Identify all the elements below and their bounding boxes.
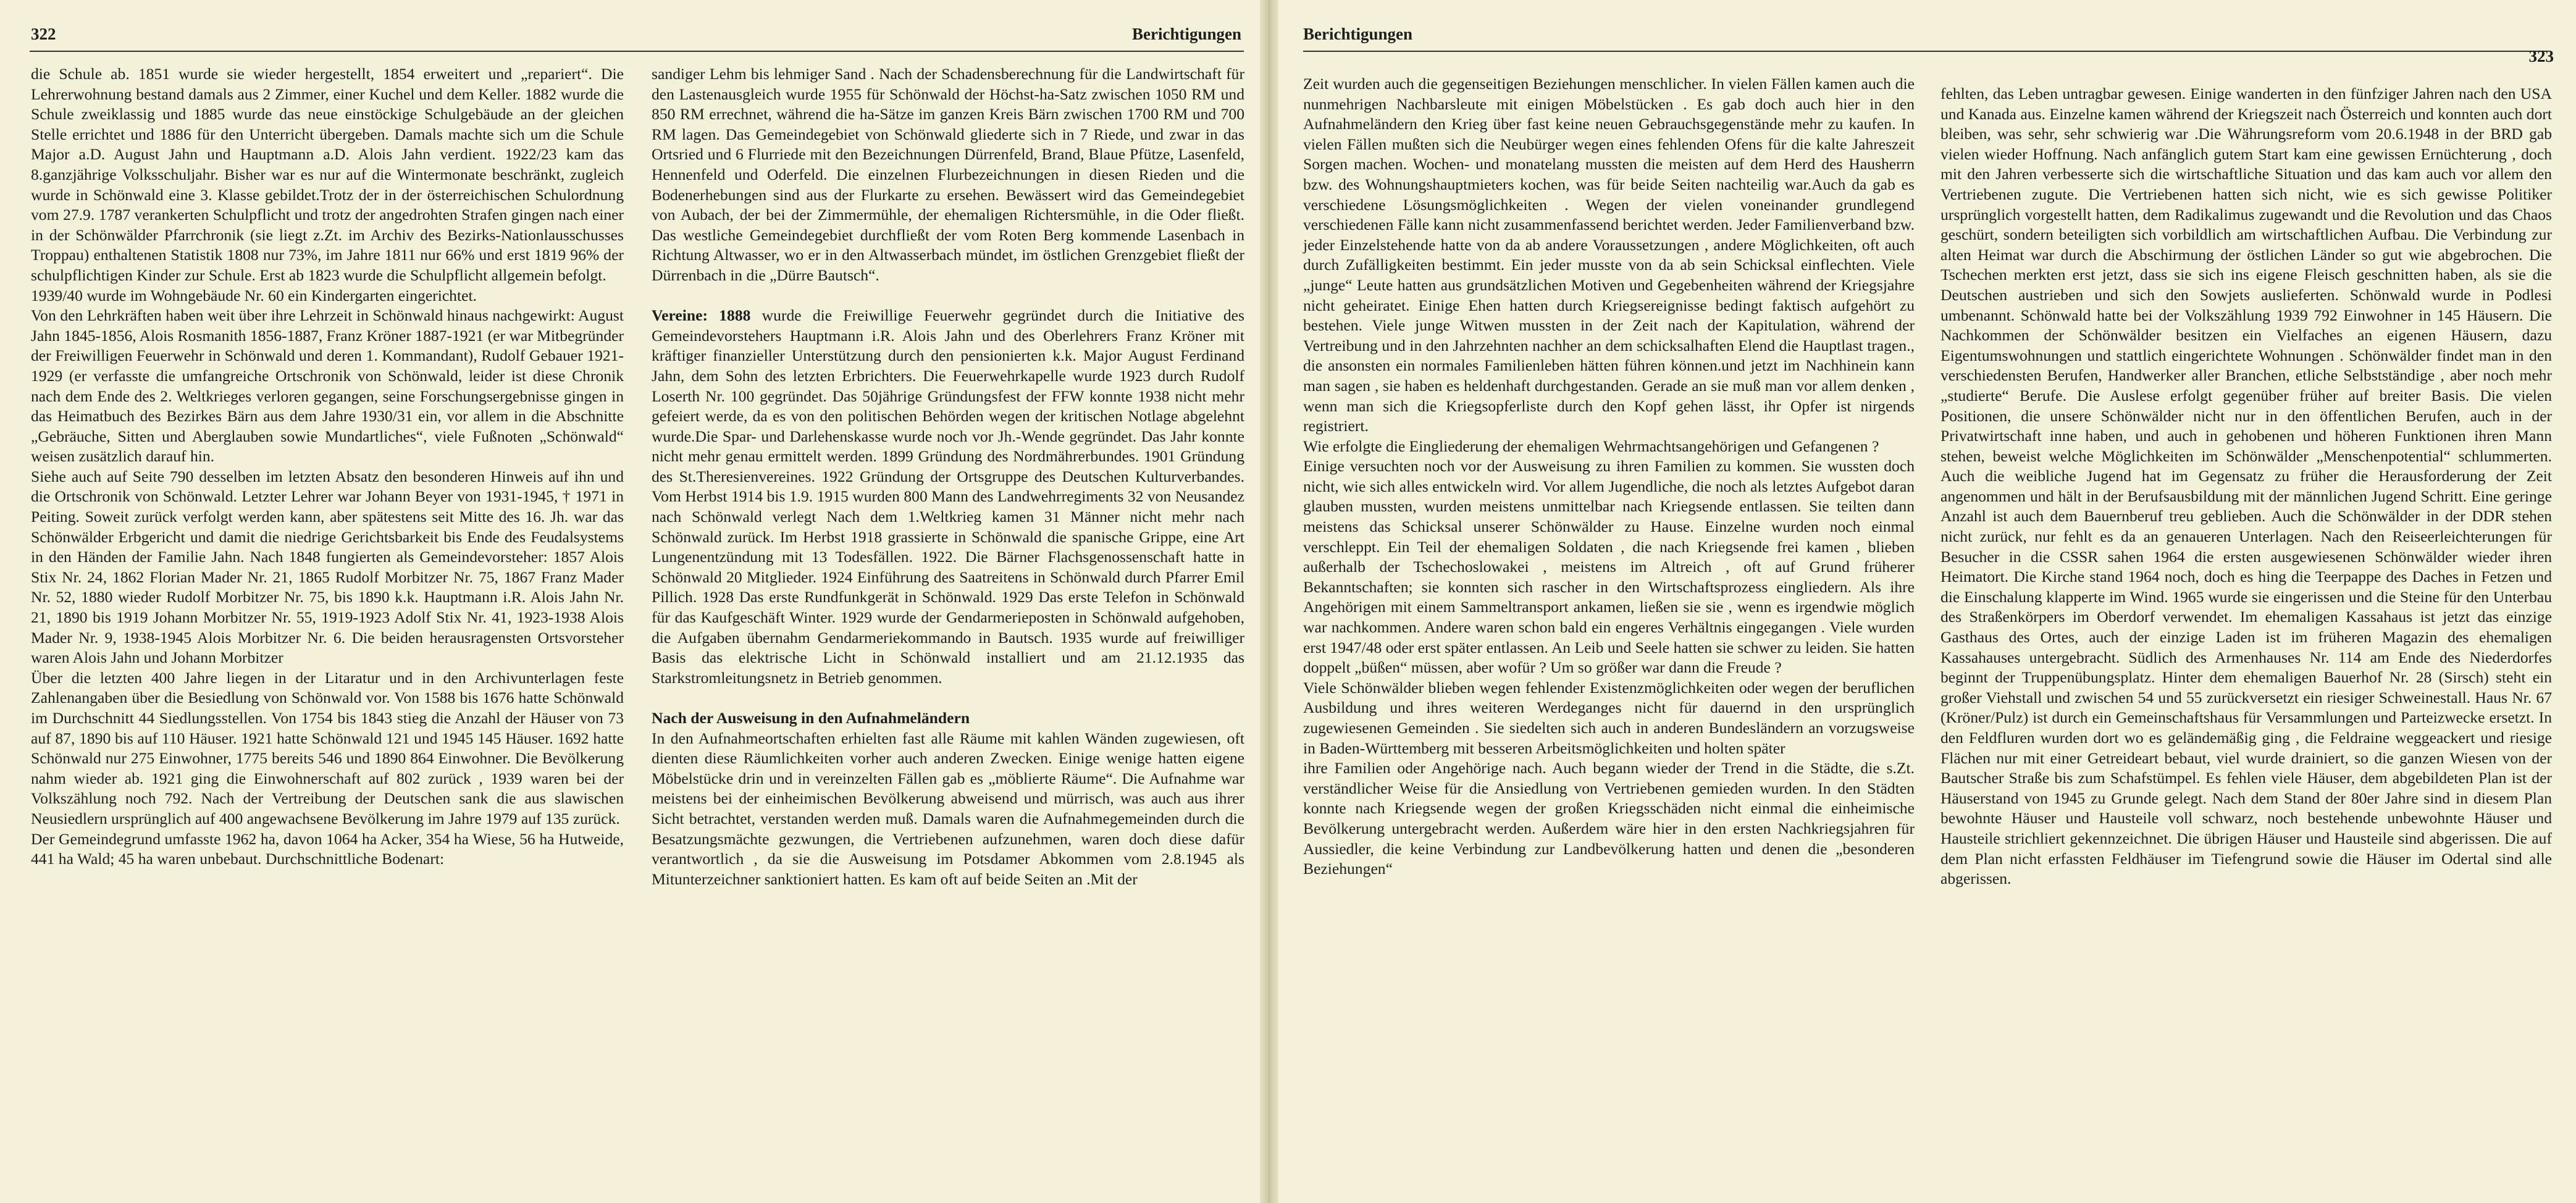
paragraph: Von den Lehrkräften haben weit über ihre Lehrzeit in Schönwald hinaus nachgewirkt: August Jahn 1845-1856, Alois Rosmanith 1856-1887, Franz Kröner 1887-1921 (er war Mitbegründer der Freiwilligen Feuerwehr in Schönwald und deren 1. Kommandant), Rudolf Gebauer 1921-1929 (er verfasste die umfangreiche Ortschronik von Schönwald, leider ist diese Chronik nach dem Ende des 2. Weltkrieges verloren gegangen, seine Forschungsergebnisse gingen in das Heimatbuch des Bezirkes Bärn aus dem Jahre 1930/31 ein, vor allem in die Abschnitte „Gebräuche, Sitten und Aberglauben sowie Mundartliches“, viele Fußnoten „Schönwald“ weisen zusätzlich darauf hin.: [31, 306, 624, 466]
spacer: [652, 688, 1244, 708]
spacer: [652, 286, 1244, 306]
book-gutter: [1260, 0, 1278, 1203]
paragraph: [652, 306, 1244, 688]
header-rule: [1303, 51, 2548, 52]
paragraph: Wie erfolgte die Eingliederung der ehemaligen Wehrmachtsangehörigen und Gefangenen ?: [1303, 437, 1879, 455]
right-page: [1278, 0, 2576, 1203]
paragraph: Viele Schönwälder blieben wegen fehlender Existenzmöglichkeiten oder wegen der beruflichen Ausbildung und ihres weiteren Werdeganges nicht für dauernd in den ursprünglich zugewiesenen Gemeinden . Sie siedelten sich auch in anderen Bundesländern an vorzugsweise in Baden-Württemberg mit besseren Arbeitsmöglichkeiten und holten später: [1303, 678, 1915, 757]
running-head: Berichtigungen: [1303, 25, 1413, 43]
paragraph: 1939/40 wurde im Wohngebäude Nr. 60 ein Kindergarten eingerichtet.: [31, 286, 477, 304]
paragraph: Einige versuchten noch vor der Ausweisung zu ihren Familien zu kommen. Sie wussten doch nicht, wie sich alles entwickeln wird. Vor allem Jugendliche, die noch als letztes Aufgebot daran glauben mussten, wurden meistens unmittelbar nach Kriegsende entlassen. Sie teilten dann meistens das Schicksal unserer Schönwälder zu Hause. Einzelne wurden noch einmal verschleppt. Ein Teil der ehemaligen Soldaten , die nach Kriegsende frei kamen , blieben außerhalb der Tschechoslowakei , meistens im Altreich , oft auf Grund früherer Bekanntschaften; sie konnten sich rascher in den Wirtschaftsprozess eingliedern. Als ihre Angehörigen mit einem Sammeltransport ankamen, ließen sie sie , wenn es irgendwie möglich war nachkommen. Andere waren schon bald ein engeres Verhältnis eingegangen . Viele wurden erst 1947/48 oder erst später entlassen. An Leib und Seele hatten sie schwer zu leiden. Sie hatten doppelt „büßen“ müssen, aber wofür ? Um so größer war dann die Freude ?: [1303, 457, 1915, 677]
page-number: 322: [31, 25, 56, 43]
left-column-1: [31, 64, 624, 870]
paragraph: Über die letzten 400 Jahre liegen in der Litaratur und in den Archivunterlagen feste Zahlenangaben über die Besiedlung von Schönwald vor. Von 1588 bis 1676 hatte Schönwald im Durchschnitt 44 Siedlungsstellen. Von 1754 bis 1843 stieg die Anzahl der Häuser von 73 auf 87, 1890 bis auf 110 Häuser. 1921 hatte Schönwald 121 und 1945 145 Häuser. 1692 hatte Schönwald nur 275 Einwohner, 1775 bereits 546 und 1890 864 Einwohner. Die Bevölkerung nahm wieder ab. 1921 ging die Einwohnerschaft auf 802 zurück , 1939 waren bei der Volkszählung noch 792. Nach der Vertreibung der Deutschen sank die aus slawischen Neusiedlern ursprünglich auf 400 angewachsene Bevölkerung im Jahre 1979 auf 135 zurück.: [31, 668, 624, 828]
paragraph: Zeit wurden auch die gegenseitigen Beziehungen menschlicher. In vielen Fällen kamen auch die nunmehrigen Nachbarsleute mit einigen Möbelstücken . Es gab doch auch hier in den Aufnahmeländern den Krieg über fast keine neuen Gebrauchsgegenstände mehr zu kaufen. In vielen Fällen mußten sich die Neubürger wegen eines fehlenden Ofens für die kalte Jahreszeit Sorgen machen. Wochen- und monatelang mussten die meisten auf dem Herd des Hausherrn bzw. des Wohnungshauptmieters kochen, was für beide Seiten nachteilig war.Auch da gab es verschiedene Lösungsmöglichkeiten . Wegen der vielen voneinander grundlegend verschiedenen Fälle kann nicht zusammenfassend berichtet werden. Jeder Familienverband bzw. jeder Einzelstehende hatte von da ab andere Voraussetzungen , andere Möglichkeiten, oft auch durch Zufälligkeiten bestimmt. Ein jeder musste von da ab sein Schicksal einflechten. Viele „junge“ Leute hatten aus grundsätzlichen Motiven und Gegebenheiten während der Kriegsjahre nicht geheiratet. Einige Ehen hatten durch Kriegsereignisse bedingt faktisch aufgehört zu bestehen. Viele junge Witwen mussten in der Zeit nach der Kapitulation, während der Vertreibung und in den Jahrzehnten nachher an dem schicksalhaften Elend die Hauptlast tragen., die ansonsten ein normales Familienleben hätten führen können.und jetzt im Nachhinein kann man sagen , sie haben es heldenhaft durchgestanden. Gerade an sie muß man vor allem denken , wenn man sich die Kriegsopferliste durch den Kopf gehen lässt, ihr Opfer ist nirgends registriert.: [1303, 75, 1915, 435]
paragraph: ihre Familien oder Angehörige nach. Auch begann wieder der Trend in die Städte, die s.Zt. verständlicher Weise für die Ansiedlung von Vertriebenen gemieden wurden. In den Städten konnte nach Kriegsende wegen der großen Kriegsschäden nicht einmal die einheimische Bevölkerung untergebracht werden. Außerdem wäre hier in den ersten Nachkriegsjahren für Aussiedler, die keine Verbindung zur Landbevölkerung hatten und denen die „besonderen Beziehungen“: [1303, 759, 1915, 878]
section-heading: Nach der Ausweisung in den Aufnahmeländern: [652, 709, 970, 727]
paragraph: Siehe auch auf Seite 790 desselben im letzten Absatz den besonderen Hinweis auf ihn und die Ortschronik von Schönwald. Letzter Lehrer war Johann Beyer von 1931-1945, † 1971 in Peiting. Soweit zurück verfolgt werden kann, aber spätestens seit Mitte des 16. Jh. war das Schönwälder Erbgericht und damit die niedrige Gerichtsbarkeit bis Ende des Feudalsystems in den Händen der Familie Jahn. Nach 1848 fungierten als Gemeindevorsteher: 1857 Alois Stix Nr. 24, 1862 Florian Mader Nr. 21, 1865 Rudolf Morbitzer Nr. 75, 1867 Franz Mader Nr. 52, 1880 wieder Rudolf Morbitzer Nr. 75, bis 1890 k.k. Hauptmann i.R. Alois Jahn Nr. 21, 1890 bis 1919 Johann Morbitzer Nr. 55, 1919-1923 Adolf Stix Nr. 41, 1923-1938 Alois Mader Nr. 9, 1938-1945 Alois Morbitzer Nr. 6. Die beiden herausragensten Ortsvorsteher waren Alois Jahn und Johann Morbitzer: [31, 467, 624, 667]
left-column-2: [652, 64, 1244, 889]
paragraph: In den Aufnahmeortschaften erhielten fast alle Räume mit kahlen Wänden zugewiesen, oft dienten diese Räumlichkeiten vorher auch anderen Zwecken. Einige wenige hatten eigene Möbelstücke drin und in vereinzelten Fällen gab es „möblierte Räume“. Die Aufnahme war meistens bei der einheimischen Bevölkerung abweisend und mürrisch, was auch aus ihrer Sicht betrachtet, verstanden werden muß. Damals waren die Aufnahmegemeinden durch die Besatzungsmächte gezwungen, die Vertriebenen aufzunehmen, waren doch diese dafür verantwortlich , da sie die Ausweisung im Potsdamer Abkommen vom 2.8.1945 als Mitunterzeichner sanktioniert hatten. Es kam oft auf beide Seiten an .Mit der: [652, 729, 1244, 888]
vereine-text: wurde die Freiwillige Feuerwehr gegründet durch die Initiative des Gemeindevorstehers Hauptmann i.R. Alois Jahn und des Oberlehrers Franz Kröner mit kräftiger finanzieller Unterstützung durch den pensionierten k.k. Major August Ferdinand Jahn, dem Sohn des letzten Erbrichters. Die Feuerwehrkapelle wurde 1923 durch Rudolf Loserth Nr. 100 gegründet. Das 50jährige Gründungsfest der FFW konnte 1938 nicht mehr gefeiert werde, da es von den politischen Behörden wegen der kritischen Notlage abgelehnt wurde.Die Spar- und Darlehenskasse wurde noch vor Jh.-Wende gegründet. Das Jahr konnte nicht mehr genau ermittelt werden. 1899 Gründung des Nordmährerbundes. 1901 Gründung des St.Theresienvereines. 1922 Gründung der Ortsgruppe des Deutschen Kulturverbandes. Vom Herbst 1914 bis 1.9. 1915 wurden 800 Mann des Landwehrregiments 32 von Neusandez nach Schönwald verlegt Nach dem 1.Weltkrieg kamen 31 Männer nicht mehr nach Schönwald zurück. Im Herbst 1918 grassierte in Schönwald die spanische Grippe, eine Art Lungenentzündung mit 13 Todesfällen. 1922. Die Bärner Flachsgenossenschaft hatte in Schönwald 20 Mitglieder. 1924 Einführung des Saatreitens in Schönwald durch Pfarrer Emil Pillich. 1928 Das erste Rundfunkgerät in Schönwald. 1929 Das erste Telefon in Schönwald für das Kaufgeschäft Winter. 1929 wurde der Gendarmerieposten in Schönwald aufgehoben, die Aufgaben übernahm Gendarmeriekommando in Bautsch. 1935 wurde auf freiwilliger Basis das elektrische Licht in Schönwald installiert und am 21.12.1935 das Starkstromleitungsnetz in Betrieb genommen.: [652, 306, 1244, 687]
right-column-1: [1303, 74, 1915, 879]
header-rule: [30, 51, 1244, 52]
left-page: [0, 0, 1260, 1203]
paragraph: die Schule ab. 1851 wurde sie wieder hergestellt, 1854 erweitert und „repariert“. Die Lehrerwohnung bestand damals aus 2 Zimmer, einer Kuchel und dem Keller. 1882 wurde die Schule zweiklassig und 1885 wurde das neue einstöckige Schulgebäude an der gleichen Stelle errichtet und 1886 für den Unterricht übergeben. Damals machte sich um die Schule Major a.D. August Jahn und Hauptmann a.D. Alois Jahn verdient. 1922/23 kam das 8.ganzjährige Volksschuljahr. Bisher war es nur auf die Wintermonate beschränkt, zugleich wurde in Schönwald eine 3. Klasse gebildet.Trotz der in der österreichischen Schulordnung vom 27.9. 1787 verankerten Schulpflicht und trotz der angedrohten Strafen gingen nach einer in der Schönwälder Pfarrchronik (sie liegt z.Zt. im Archiv des Bezirks-Nationlausschusses Troppau) enthaltenen Statistik 1808 nur 73%, im Jahre 1811 nur 66% und erst 1819 96% der schulpflichtigen Kinder zur Schule. Erst ab 1823 wurde die Schulpflicht allgemein befolgt.: [31, 65, 624, 284]
running-head: Berichtigungen: [1131, 25, 1241, 43]
paragraph: Der Gemeindegrund umfasste 1962 ha, davon 1064 ha Acker, 354 ha Wiese, 56 ha Hutweide, 441 ha Wald; 45 ha waren unbebaut. Durchschnittliche Bodenart:: [31, 829, 624, 868]
page-number: 323: [2528, 47, 2554, 65]
right-column-2: [1940, 84, 2552, 889]
paragraph: sandiger Lehm bis lehmiger Sand . Nach der Schadensberechnung für die Landwirtschaft für den Lastenausgleich wurde 1955 für Schönwald der Höchst-ha-Satz zwischen 1050 RM und 850 RM errechnet, während die ha-Sätze im ganzen Kreis Bärn zwischen 1700 RM und 700 RM lagen. Das Gemeindegebiet von Schönwald gliederte sich in 7 Riede, und zwar in das Ortsried und 6 Flurriede mit den Bezeichnungen Dürrenfeld, Brand, Blaue Pfütze, Lasenfeld, Hennenfeld und Oderfeld. Die einzelnen Flurbezeichnungen in diesen Rieden und die Bodenerhebungen sind aus der Flurkarte zu ersehen. Bewässert wird das Gemeindegebiet von Aubach, der bei der Zimmermühle, der ehemaligen Richtersmühle, in die Oder fließt. Das westliche Gemeindegebiet durchfließt der vom Roten Berg kommende Lasenbach in Richtung Altwasser, wo er in den Altwasserbach mündet, im östlichen Grenzgebiet fließt der Dürrenbach in die „Dürre Bautsch“.: [652, 65, 1244, 284]
vereine-lead: Vereine: 1888: [652, 306, 751, 325]
paragraph: fehlten, das Leben untragbar gewesen. Einige wanderten in den fünfziger Jahren nach den USA und Kanada aus. Einzelne kamen während der Kriegszeit nach Österreich und konnten auch dort bleiben, was sehr, sehr schwierig war .Die Währungsreform vom 20.6.1948 in der BRD gab vielen wieder Hoffnung. Nach anfänglich gutem Start kam eine gewissen Ernüchterung , doch mit den Jahren verbesserte sich die wirtschaftliche Situation und das kam auch vor allem den Vertriebenen zugute. Die Vertriebenen hatten sich nicht, wie es sich gewisse Politiker ursprünglich vorgestellt hatten, dem Radikalimus zugewandt und die Revolution und das Chaos geschürt, sondern beteiligten sich vorbildlich am wirtschaftlichen Aufbau. Die Verbindung zur alten Heimat war durch die Abschirmung der östlichen Länder so gut wie abgebrochen. Die Tschechen merkten erst jetzt, dass sie sich ins eigene Fleisch geschnitten haben, als sie die Deutschen austrieben und sich den Sowjets auslieferten. Schönwald wurde in Podlesi umbenannt. Schönwald hatte bei der Volkszählung 1939 792 Einwohner in 145 Häusern. Die Nachkommen der Schönwälder besitzen ein Vielfaches an eigenen Häusern, dazu Eigentumswohnungen und stattlich eingerichtete Wohnungen . Schönwälder findet man in den verschiedensten Berufen, Handwerker aller Branchen, etliche Selbstständige , aber noch mehr „studierte“ Berufe. Die Auslese erfolgt gegenüber früher auf breiter Basis. Die vielen Positionen, die unsere Schönwälder nicht nur in den öffentlichen Berufen, auch in der Privatwirtschaft inne haben, und auch in gehobenen und höheren Funktionen ihren Mann stehen, beweist welche Möglichkeiten im Schönwälder „Menschenpotential“ schlummerten. Auch die weibliche Jugend hat im Gegensatz zu früher die Herausforderung der Zeit angenommen und hält in der Berufsausbildung mit der männlichen Jugend Schritt. Eine geringe Anzahl ist auch dem Bauernberuf treu geblieben. Auch die Schönwälder in der DDR stehen nicht zurück, nur fehlt es da an genaueren Unterlagen. Nach den Reiseerleichterungen für Besucher in die CSSR sahen 1964 die ersten ausgewiesenen Schönwälder wieder ihren Heimatort. Die Kirche stand 1964 noch, doch es hing die Teerpappe des Daches in Fetzen und die Einschalung klapperte im Wind. 1965 wurde sie eingerissen und die Steine für den Unterbau des Straßenkörpers im Oberdorf verwendet. Im ehemaligen Kassahaus ist jetzt das einzige Gasthaus des Ortes, auch der einzige Laden ist im früheren Magazin des ehemaligen Kassahauses untergebracht. Südlich des Armenhauses Nr. 114 am Ende des Niederdorfes beginnt der Truppenübungsplatz. Hinter dem ehemaligen Bauerhof Nr. 28 (Sirsch) steht ein großer Viehstall und zwischen 54 und 55 zurückversetzt ein riesiger Schweinestall. Haus Nr. 67 (Kröner/Pulz) ist durch ein Gemeinschaftshaus für Versammlungen und Parteizwecke ersetzt. In den Feldfluren wurden dort wo es geländemäßig ging , die Feldraine weggeackert und riesige Flächen nur mit einer Getreideart bebaut, viel wurde drainiert, so die ganzen Wiesen von der Bautscher Straße bis zum Schafstümpel. Es fehlen viele Häuser, dem abgebildeten Plan ist der Häuserstand von 1945 zu Grunde gelegt. Nach dem Stand der 80er Jahre sind in diesem Plan bewohnte Häuser und Hausteile voll schwarz, noch bestehende unbewohnte Häuser und Hausteile strichliert gekennzeichnet. Die übrigen Häuser und Hausteile sind abgerissen. Die auf dem Plan nicht erfassten Feldhäuser im Tiefengrund sowie die Häuser im Odertal sind alle abgerissen.: [1940, 85, 2552, 888]
